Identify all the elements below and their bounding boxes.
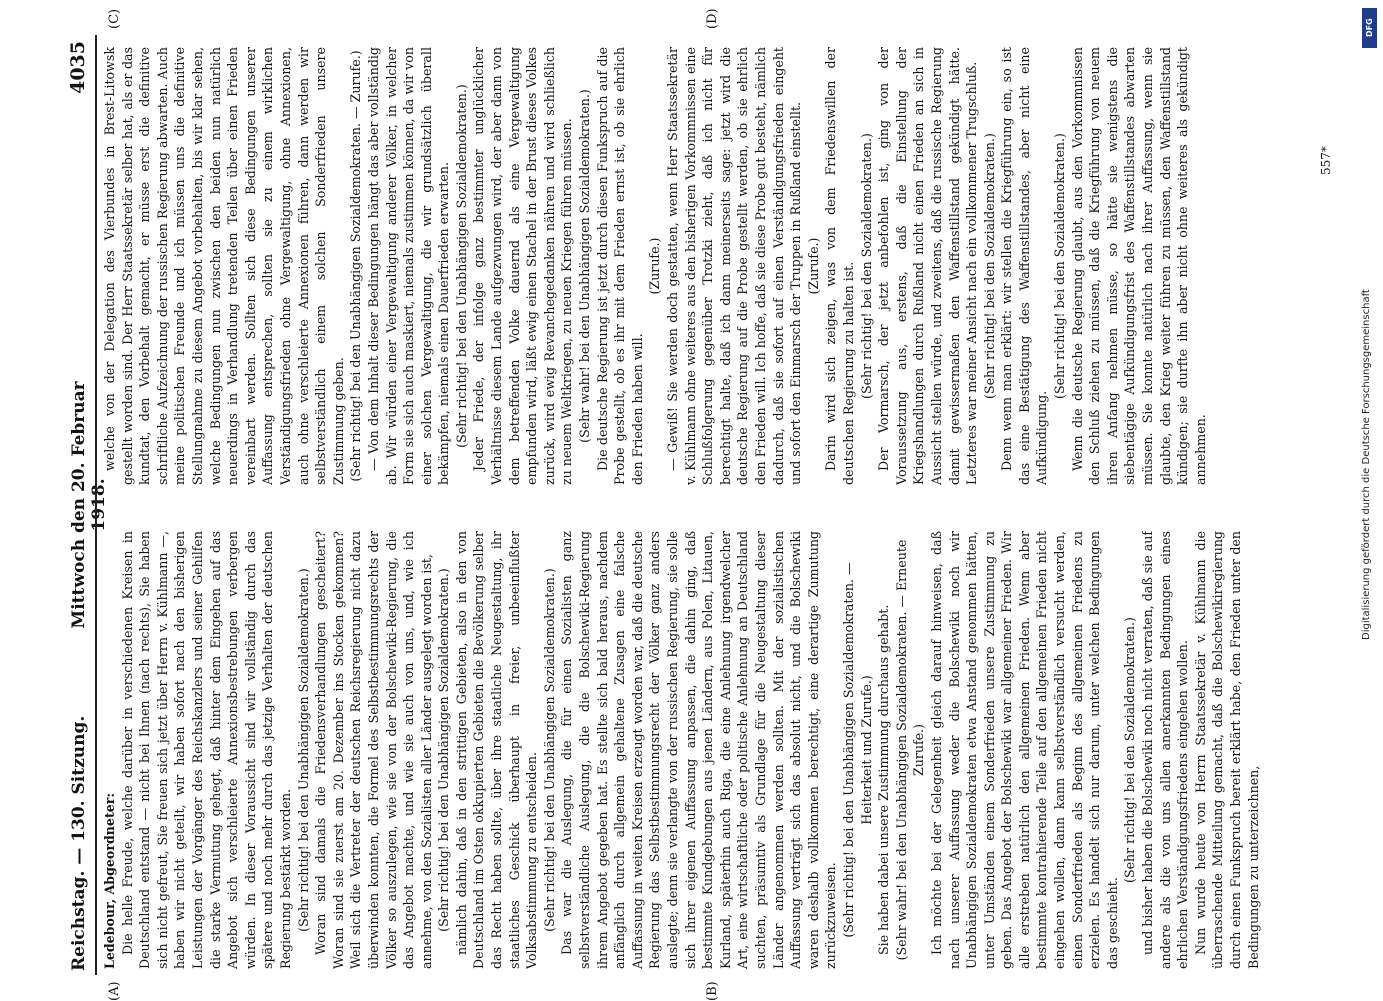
- paragraph: Woran sind damals die Friedensverhandlungen gescheitert? Woran sind sie zuerst am 20. Dezember ins Stocken gekommen? Weil sich die Vertreter der deutschen Reichsregierung nicht dazu überwinden konnten, die Formel des Selbstbestimmungsrechts der Völker so auszulegen, wie sie von der Bolschewiki-Regierung, die das Angebot machte, und wie sie auch von uns, und, wie ich annehme, von den Sozialisten aller Länder ausgelegt worden ist,: [313, 531, 434, 969]
- interjection: (Sehr richtig! bei den Unabhängigen Sozialdemokraten. — Zurufe.): [348, 50, 364, 482]
- document-page: [55, 8, 1345, 1001]
- paragraph: Nun wurde heute von Herrn Staatssekretär v. Kühlmann die überraschende Mitteilung gemacht, daß die Bolschewikiregierung durch einen Funkspruch bereit erklärt habe, den Frieden unter den Bedingungen zu unterzeichnen,: [1192, 531, 1261, 969]
- interjection: (Sehr wahr! bei den Unabhängigen Sozialdemokraten.): [577, 89, 593, 443]
- interjection: (Sehr richtig! bei den Unabhängigen Sozialdemokraten.): [541, 568, 557, 932]
- dfg-credit-text: Digitalisierung gefördert durch die Deutsche Forschungsgemeinschaft: [1361, 289, 1372, 640]
- interjection: (Sehr richtig! bei den Unabhängigen Sozialdemokraten. — Heiterkeit und Zurufe.): [840, 562, 874, 938]
- interjection: (Sehr richtig! bei den Sozialdemokraten.): [1052, 133, 1068, 399]
- dfg-logo: DFG: [1362, 8, 1377, 48]
- interjection: (Sehr richtig! bei den Sozialdemokraten.): [1122, 617, 1138, 883]
- dfg-credit: [1359, 0, 1381, 1000]
- paragraph: Ich möchte bei der Gelegenheit gleich darauf hinweisen, daß nach unserer Auffassung weder die Bolschewiki noch wir Unabhängigen Sozialdemokraten etwa Anstand genommen hätten, unter Umständen einem Sonderfrieden unsere Zustimmung zu geben. Das Angebot der Bolschewiki war allgemeiner Frieden. Wir alle erstreben natürlich den allgemeinen Frieden. Wenn aber bestimmte kontrahierende Teile auf den allgemeinen Frieden nicht eingehen wollen, dann kann selbstverständlich versucht werden, einen Sonderfrieden als Beginn des allgemeinen Friedens zu erzielen. Es handelt sich nur darum, unter welchen Bedingungen das geschieht.: [928, 531, 1120, 969]
- interjection: (Zurufe.): [647, 237, 663, 295]
- paragraph: Wenn die deutsche Regierung glaubt, aus den Vorkommnissen den Schluß ziehen zu müssen, daß die Kriegführung von neuem ihren Anfang nehmen müsse, so hätte sie wenigstens die siebentägige Aufkündigungsfrist des Waffenstillstandes abwarten müssen. Sie konnte natürlich nach ihrer Auffassung, wenn sie glaubte, den Krieg weiter führen zu müssen, den Waffenstillstand kündigen; sie durfte ihn aber nicht ohne weiteres als gekündigt annehmen.: [1069, 47, 1208, 485]
- paragraph: — Von dem Inhalt dieser Bedingungen hängt das aber vollständig ab. Wir würden einer Vergewaltigung anderer Völker, in welcher Form sie sich auch maskiert, niemals zustimmen können, da wir von einer solchen Vergewaltigung, die wir grundsätzlich überall bekämpfen, niemals einen Dauerfrieden erwarten.: [365, 47, 452, 485]
- interjection: (Zurufe.): [805, 237, 821, 295]
- interjection: (Sehr richtig! bei den Sozialdemokraten.): [858, 133, 874, 399]
- header-date: Mittwoch den 20. Februar 1918.: [69, 381, 109, 629]
- page-number: 4035: [67, 41, 89, 94]
- page-header: [63, 35, 109, 975]
- paragraph: Die helle Freude, welche darüber in verschiedenen Kreisen in Deutschland entstand — nicht bei Ihnen (nach rechts), Sie haben sich nicht gefreut, Sie freuen sich jetzt über Herrn v. Kühlmann —, haben wir nicht geteilt, wir haben sofort nach den bisherigen Leistungen der Vorgänger des Reichskanzlers und seiner Gehilfen die starke Vermutung gehegt, daß hinter dem Eingehen auf das Angebot sich verschleierte Annexionsbestrebungen verbergen würden. In dieser Voraussicht sind wir vollständig durch das spätere und noch mehr durch das jetzige Verhalten der deutschen Regierung bestärkt worden.: [119, 531, 293, 969]
- paragraph: Darin wird sich zeigen, was von dem Friedenswillen der deutschen Regierung zu halten ist.: [823, 47, 856, 485]
- margin-mark-d: (D): [705, 8, 720, 29]
- interjection: (Sehr richtig! bei den Unabhängigen Sozialdemokraten.): [453, 84, 469, 448]
- interjection: (Sehr richtig! bei den Unabhängigen Sozialdemokraten.): [436, 568, 452, 932]
- right-column: [101, 47, 1316, 485]
- paragraph: nämlich dahin, daß in den strittigen Gebieten, also in den von Deutschland im Osten okkupierten Gebieten die Bevölkerung selber das Recht haben sollte, über ihre staatliche Neugestaltung, ihr staatliches Geschick überhaupt in freier, unbeeinflußter Volksabstimmung zu entscheiden.: [453, 531, 540, 969]
- interjection: (Sehr wahr! bei den Unabhängigen Sozialdemokraten. — Erneute Zurufe.): [893, 539, 927, 961]
- paragraph: Die deutsche Regierung ist jetzt durch diesen Funkspruch auf die Probe gestellt, ob es ihr mit dem Frieden ernst ist, ob sie ehrlich den Frieden haben will.: [594, 47, 645, 485]
- speaker-name: Ledebour, Abgeordneter:: [102, 792, 117, 969]
- header-session: Reichstag. — 130. Sitzung.: [69, 715, 89, 971]
- margin-mark-b: (B): [705, 981, 720, 1001]
- paragraph: Das war die Auslegung, die für einen Sozialisten ganz selbstverständliche Auslegung, die die Bolschewiki-Regierung ihrem Angebot gegeben hat. Es stellte sich bald heraus, nachdem anfänglich durch allgemein gehaltene Zusagen eine falsche Auffassung in weiten Kreisen erzeugt worden war, daß die deutsche Regierung das Selbstbestimmungsrecht der Völker ganz anders auslegte; denn sie verlangte von der russischen Regierung, sie solle sich ihrer eigenen Auffassung anpassen, die dahin ging, daß bestimmte Kundgebungen aus jenen Ländern, aus Polen, Litauen, Kurland, späterhin auch Riga, die eine Anlehnung irgendwelcher Art, eine wirtschaftliche oder politische Anlehnung an Deutschland suchten, präsumtiv als Grundlage für die Neugestaltung dieser Länder angenommen werden sollten. Mit der sozialistischen Auffassung verträgt sich das absolut nicht, und die Bolschewiki waren deshalb vollkommen berechtigt, eine derartige Zumutung zurückzuweisen.: [559, 531, 839, 969]
- footer-mark: 557*: [1319, 146, 1333, 175]
- interjection: (Sehr richtig! bei den Sozialdemokraten.): [981, 133, 997, 399]
- paragraph: welche von der Delegation des Vierbundes in Brest-Litowsk gestellt worden sind. Der Herr Staatssekretär selber hat, als er das kundtat, den Vorbehalt gemacht, er müsse erst die definitive schriftliche Aufzeichnung der russischen Regierung abwarten. Auch meine politischen Freunde und ich müssen uns die definitive Stellungnahme zu diesem Angebot vorbehalten, bis wir klar sehen, welche Bedingungen nun zwischen den beiden nun natürlich neuerdings in Verhandlung tretenden Teilen über einen Frieden vereinbart werden. Sollten sich diese Bedingungen unserer Auffassung entsprechen, sollten sie zu einem wirklichen Verständigungsfrieden ohne Vergewaltigung, ohne Annexionen, auch ohne verschleierte Annexionen führen, dann werden wir selbstverständlich einem solchen Sonderfrieden unsere Zustimmung geben.: [102, 47, 346, 485]
- margin-mark-c: (C): [107, 8, 122, 29]
- header-rule: [95, 35, 97, 975]
- left-column: [101, 531, 1316, 969]
- paragraph: und bisher haben die Bolschewiki noch nicht verraten, daß sie auf andere als die von uns allen anerkannten Bedingungen eines ehrlichen Verständigungsfriedens eingehen wollen.: [1140, 531, 1191, 969]
- margin-mark-a: (A): [107, 981, 122, 1001]
- paragraph: Jeder Friede, der infolge ganz bestimmter unglücklicher Verhältnisse diesem Lande aufgezwungen wird, der aber dann von dem betreffenden Volke dauernd als eine Vergewaltigung empfunden wird, läßt ewig einen Stachel in der Brust dieses Volkes zurück, wird ewig Revanchegedanken nähren und wird schließlich zu neuem Weltkriegen, zu neuen Kriegen führen müssen.: [471, 47, 575, 485]
- paragraph: Sie haben dabei unsere Zustimmung durchaus gehabt.: [876, 604, 892, 955]
- paragraph: Der Vormarsch, der jetzt anbefohlen ist, ging von der Voraussetzung aus, erstens, daß die Einstellung der Kriegshandlungen durch Rußland nicht einen Frieden an sich in Aussicht stellen würde, und zweitens, daß die russische Regierung damit gewissermaßen den Waffenstillstand gekündigt hätte. Letzteres war meiner Ansicht nach ein vollkommener Trugschluß.: [876, 47, 980, 485]
- paragraph: — Gewiß! Sie werden doch gestatten, wenn Herr Staatssekretär v. Kühlmann ohne weiteres aus den bisherigen Vorkommnissen eine Schlußfolgerung gegenüber Trotzki zieht, daß ich nicht für berechtigt halte, daß ich dann meinerseits sage: jetzt wird die deutsche Regierung auf die Probe gestellt werden, ob sie ehrlich den Frieden will. Ich hoffe, daß sie diese Probe gut besteht, nämlich dadurch, daß sie sofort auf einen Verständigungsfrieden eingeht und sofort den Einmarsch der Truppen in Rußland einstellt.: [665, 47, 804, 485]
- interjection: (Sehr richtig! bei den Unabhängigen Sozialdemokraten.): [295, 568, 311, 932]
- paragraph: Denn wenn man erklärt: wir stellen die Kriegführung ein, so ist das eine Bestätigung des Waffenstillstandes, aber nicht eine Aufkündigung.: [999, 47, 1050, 485]
